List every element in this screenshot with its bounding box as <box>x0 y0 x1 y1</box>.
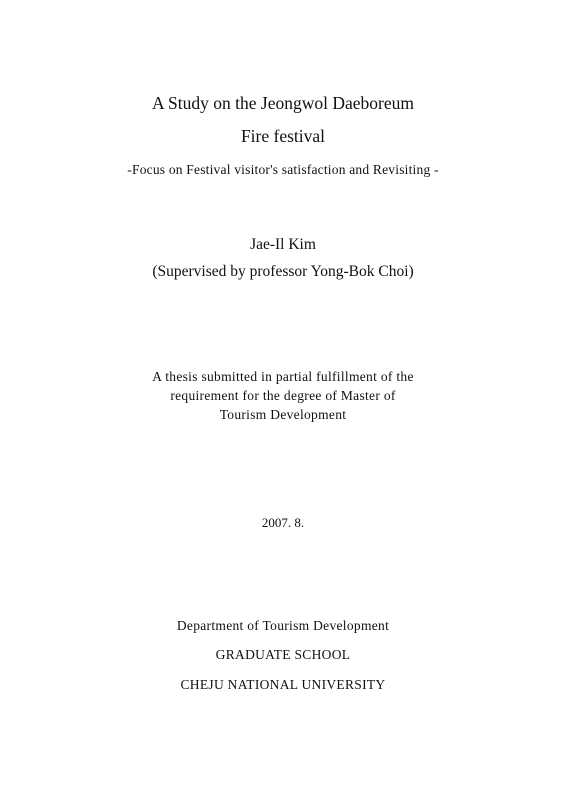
degree-statement-line-2: requirement for the degree of Master of <box>170 388 396 403</box>
author-name: Jae-Il Kim <box>250 236 316 253</box>
submission-date: 2007. 8. <box>261 515 305 530</box>
degree-statement-line-3: Tourism Development <box>219 407 347 422</box>
degree-statement-line-1: A thesis submitted in partial fulfillment of the <box>152 369 414 384</box>
thesis-title-line-1: A Study on the Jeongwol Daeboreum <box>152 93 414 113</box>
supervisor: (Supervised by professor Yong-Bok Choi) <box>152 263 414 280</box>
university: CHEJU NATIONAL UNIVERSITY <box>180 677 386 692</box>
department: Department of Tourism Development <box>176 618 390 633</box>
thesis-title-line-2: Fire festival <box>240 126 326 146</box>
thesis-subtitle: -Focus on Festival visitor's satisfaction and Revisiting - <box>127 162 439 177</box>
graduate-school: GRADUATE SCHOOL <box>215 647 351 662</box>
